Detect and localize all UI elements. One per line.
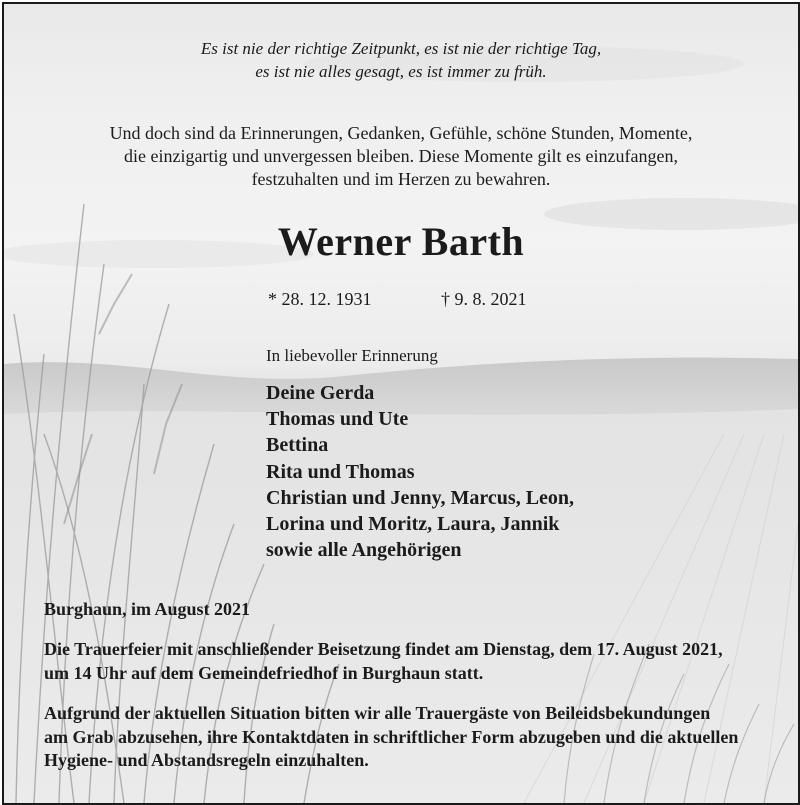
funeral-info — [44, 638, 766, 685]
notice-line-1: Aufgrund der aktuellen Situation bitten wir alle Trauergäste von Beileidsbekundungen — [44, 703, 711, 723]
death-date: † 9. 8. 2021 — [441, 289, 527, 309]
place-and-date: Burghaun, im August 2021 — [44, 599, 251, 619]
intro-line-1: Und doch sind da Erinnerungen, Gedanken, Gefühle, schöne Stunden, Momente, — [109, 123, 693, 143]
mourner-entry: Lorina und Moritz, Laura, Jannik — [266, 513, 560, 536]
mourner-entry: sowie alle Angehörigen — [266, 539, 462, 562]
obituary-card — [2, 2, 800, 805]
memory-line: In liebevoller Erinnerung — [266, 346, 438, 365]
intro-line-2: die einzigartig und unvergessen bleiben. Diese Momente gilt es einzufangen, — [123, 146, 678, 166]
mourner-entry: Christian und Jenny, Marcus, Leon, — [266, 486, 575, 509]
funeral-line-1: Die Trauerfeier mit anschließender Beisetzung findet am Dienstag, dem 17. August 2021, — [44, 639, 723, 659]
opening-quote — [4, 37, 798, 83]
intro-text — [4, 122, 798, 191]
birth-date: * 28. 12. 1931 — [268, 289, 372, 309]
mourner-entry: Rita und Thomas — [266, 460, 415, 483]
mourner-entry: Deine Gerda — [266, 382, 375, 404]
notice-line-3: Hygiene- und Abstandsregeln einzuhalten. — [44, 750, 369, 770]
mourner-entry: Bettina — [266, 434, 329, 457]
deceased-name: Werner Barth — [277, 219, 525, 264]
notice-line-2: am Grab abzusehen, ihre Kontaktdaten in schriftlicher Form abzugeben und die aktuellen — [44, 726, 739, 747]
funeral-line-2: um 14 Uhr auf dem Gemeindefriedhof in Burghaun statt. — [44, 662, 484, 683]
quote-line-2: es ist nie alles gesagt, es ist immer zu früh. — [255, 62, 547, 81]
mourners-list — [266, 380, 574, 563]
intro-line-3: festzuhalten und im Herzen zu bewahren. — [251, 169, 551, 189]
condolence-notice — [44, 702, 766, 773]
quote-line-1: Es ist nie der richtige Zeitpunkt, es ist nie der richtige Tag, — [200, 39, 602, 58]
obituary-text — [4, 4, 798, 803]
mourner-entry: Thomas und Ute — [266, 408, 409, 431]
